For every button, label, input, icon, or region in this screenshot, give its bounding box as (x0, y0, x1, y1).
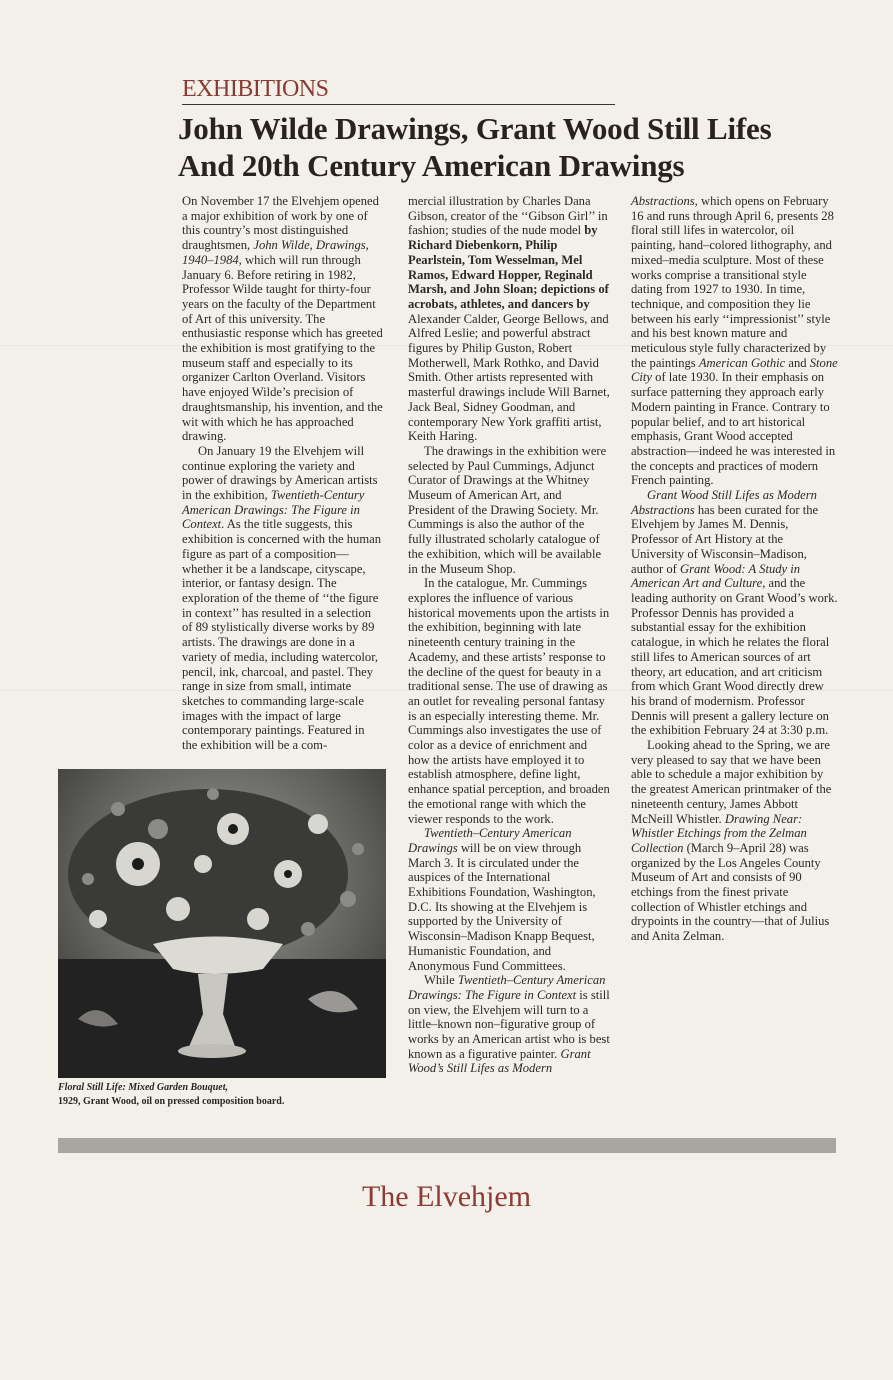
text: , and the leading authority on Grant Wood’s work. Professor Dennis has provided a substantial essay for the exhibition catalogue, in which he relates the floral still lifes to American sources of art theory, art education, and art criticism from which Grant Wood directly drew his brand of modernism. Professor Dennis will present a gallery lecture on the exhibition February 24 at 3:30 p.m. (631, 576, 838, 738)
italic-title: John Wilde, Drawings, 1940–1984 (182, 238, 369, 267)
footer-band (58, 1138, 836, 1153)
text: While (424, 973, 458, 988)
italic-title: Stone City (631, 355, 838, 385)
paragraph (182, 444, 383, 753)
paragraph (631, 738, 838, 944)
text: mercial illustration by Charles Dana Gibson, creator of the ‘‘Gibson Girl’’ in fashion; studies of the nude model (408, 194, 608, 238)
caption-detail: 1929, Grant Wood, oil on pressed composition board. (58, 1096, 285, 1107)
caption-title: Floral Still Life: Mixed Garden Bouquet, (58, 1082, 229, 1093)
section-label: EXHIBITIONS (182, 76, 329, 102)
italic-title: Drawing Near: Whistler Etchings from the Zelman Collection (631, 811, 807, 855)
headline-line-2: And 20th Century American Drawings (178, 148, 685, 183)
image-caption (58, 1081, 398, 1109)
italic-title: Twentieth–Century American Drawings: The Figure in Context (408, 973, 606, 1002)
paragraph (182, 194, 383, 444)
paragraph (631, 194, 838, 488)
paragraph (408, 194, 610, 444)
italic-title: Twentieth–Century American Drawings (408, 826, 572, 855)
italic-title: American Gothic (698, 355, 786, 370)
italic-title: Twentieth-Century American Drawings: The Figure in Context (182, 488, 365, 532)
text: will be on view through March 3. It is circulated under the auspices of the International Exhibitions Foundation, Washington, D.C. Its showing at the Elvehjem is supported by the University of Wisconsin–Madison Knapp Bequest, Humanistic Foundation, and Anonymous Fund Committees. (408, 840, 596, 973)
text: . As the title suggests, this exhibition is concerned with the human figure as part of a composition—whether it be a landscape, cityscape, interior, or fantasy design. The exploration of the theme of ‘‘the figure in context’’ has resulted in a selection of 89 stylistically diverse works by 89 artists. The drawings are done in a variety of media, including watercolor, pencil, ink, charcoal, and pastel. They range in size from small, intimate sketches to commanding large-scale images with the impact of large contemporary paintings. Featured in the exhibition will be a com- (182, 517, 382, 753)
text: Looking ahead to the Spring, we are very pleased to say that we have been able to schedule a major exhibition by the greatest American printmaker of the nineteenth century, James Abbott McNeill Whistler. (631, 738, 832, 826)
italic-title: Grant Wood Still Lifes as Modern Abstractions (631, 488, 817, 517)
text: Alexander Calder, George Bellows, and Alfred Leslie; and powerful abstract figures by Philip Guston, Robert Motherwell, Mark Rothko, and David Smith. Other artists represented with masterful drawings include Will Barnet, Jack Beal, Sidney Goodman, and contemporary New York graffiti artist, Keith Haring. (408, 311, 610, 444)
text: , which opens on February 16 and runs through April 6, presents 28 floral still lifes in watercolor, oil painting, hand–colored lithography, and mixed–media sculpture. Most of these works comprise a transitional style dating from 1927 to 1930. In time, technique, and composition they lie between his early ‘‘impressionist’’ style and his best known mature and meticulous style fully characterized by the paintings (631, 194, 834, 370)
article-column-1 (182, 194, 383, 753)
text: (March 9–April 28) was organized by the Los Angeles County Museum of Art and consists of 90 etchings from the finest private collection of Whistler etchings and drypoints in the country—that of Julius and Anita Zelman. (631, 840, 830, 944)
paragraph: In the catalogue, Mr. Cummings explores the influence of various historical movements upon the artists in the exhibition, beginning with late nineteenth century training in the Academy, and these artists’ response to the decline of the quest for beauty in a traditional sense. The use of drawing as an outlet for revealing personal fantasy is an especially interesting theme. Mr. Cummings also investigates the use of color as a device of enrichment and how the artists have employed it to establish atmosphere, define light, enhance spatial perception, and broaden the emotional range with which the viewer responds to the work. (408, 576, 610, 826)
article-column-2 (408, 194, 610, 1076)
paragraph (408, 973, 610, 1076)
italic-title: Abstractions (631, 194, 695, 208)
text: by Richard Diebenkorn, Philip Pearlstein, Tom Wesselman, Mel Ramos, Edward Hopper, Reginald Marsh, and John Sloan; depictions of acrobats, athletes, and dancers by (408, 223, 609, 311)
paragraph: The drawings in the exhibition were selected by Paul Cummings, Adjunct Curator of Drawings at the Whitney Museum of American Art, and President of the Drawing Society. Mr. Cummings is also the author of the fully illustrated scholarly catalogue of the exhibition, which will be available in the Museum Shop. (408, 443, 607, 576)
still-life-painting-image (58, 769, 386, 1078)
article-column-3 (631, 194, 838, 944)
text: On November 17 the Elvehjem opened a major exhibition of work by one of this country’s most distinguished draughtsmen, (182, 194, 379, 253)
text: On January 19 the Elvehjem will continue exploring the variety and power of drawings by American artists in the exhibition, (182, 443, 378, 503)
text: of late 1930. In their emphasis on surface patterning they approach early Modern painting in France. Contrary to popular belief, and to art historical emphasis, Grant Wood accepted abstraction—indeed he was interested in the concepts and practices of modern French painting. (631, 370, 836, 488)
text: is still on view, the Elvehjem will turn to a little–known non–figurative group of works by an American artist who is best known as a figurative painter. (408, 987, 610, 1061)
italic-title: Grant Wood: A Study in American Art and Culture (631, 561, 801, 591)
header-rule (182, 104, 615, 105)
text: , which will run through January 6. Before retiring in 1982, Professor Wilde taught for thirty-four years on the faculty of the Department of Art of this university. The enthusiastic response which has greeted the exhibition is most gratifying to the museum staff and especially to its organizer Carlton Overland. Visitors have enjoyed Wilde’s precision of draughtsmanship, his invention, and the wit with which he has approached drawing. (182, 252, 383, 444)
footer-title: The Elvehjem (361, 1180, 532, 1213)
text: has been curated for the Elvehjem by James M. Dennis, Professor of Art History at the University of Wisconsin–Madison, author of (631, 502, 819, 576)
headline (178, 110, 868, 184)
text: and (785, 355, 810, 370)
headline-line-1: John Wilde Drawings, Grant Wood Still Lifes (178, 111, 772, 146)
italic-title: Grant Wood’s Still Lifes as Modern (408, 1046, 591, 1076)
paragraph (408, 826, 610, 973)
paragraph (631, 488, 838, 738)
painting-illustration (58, 769, 386, 1078)
